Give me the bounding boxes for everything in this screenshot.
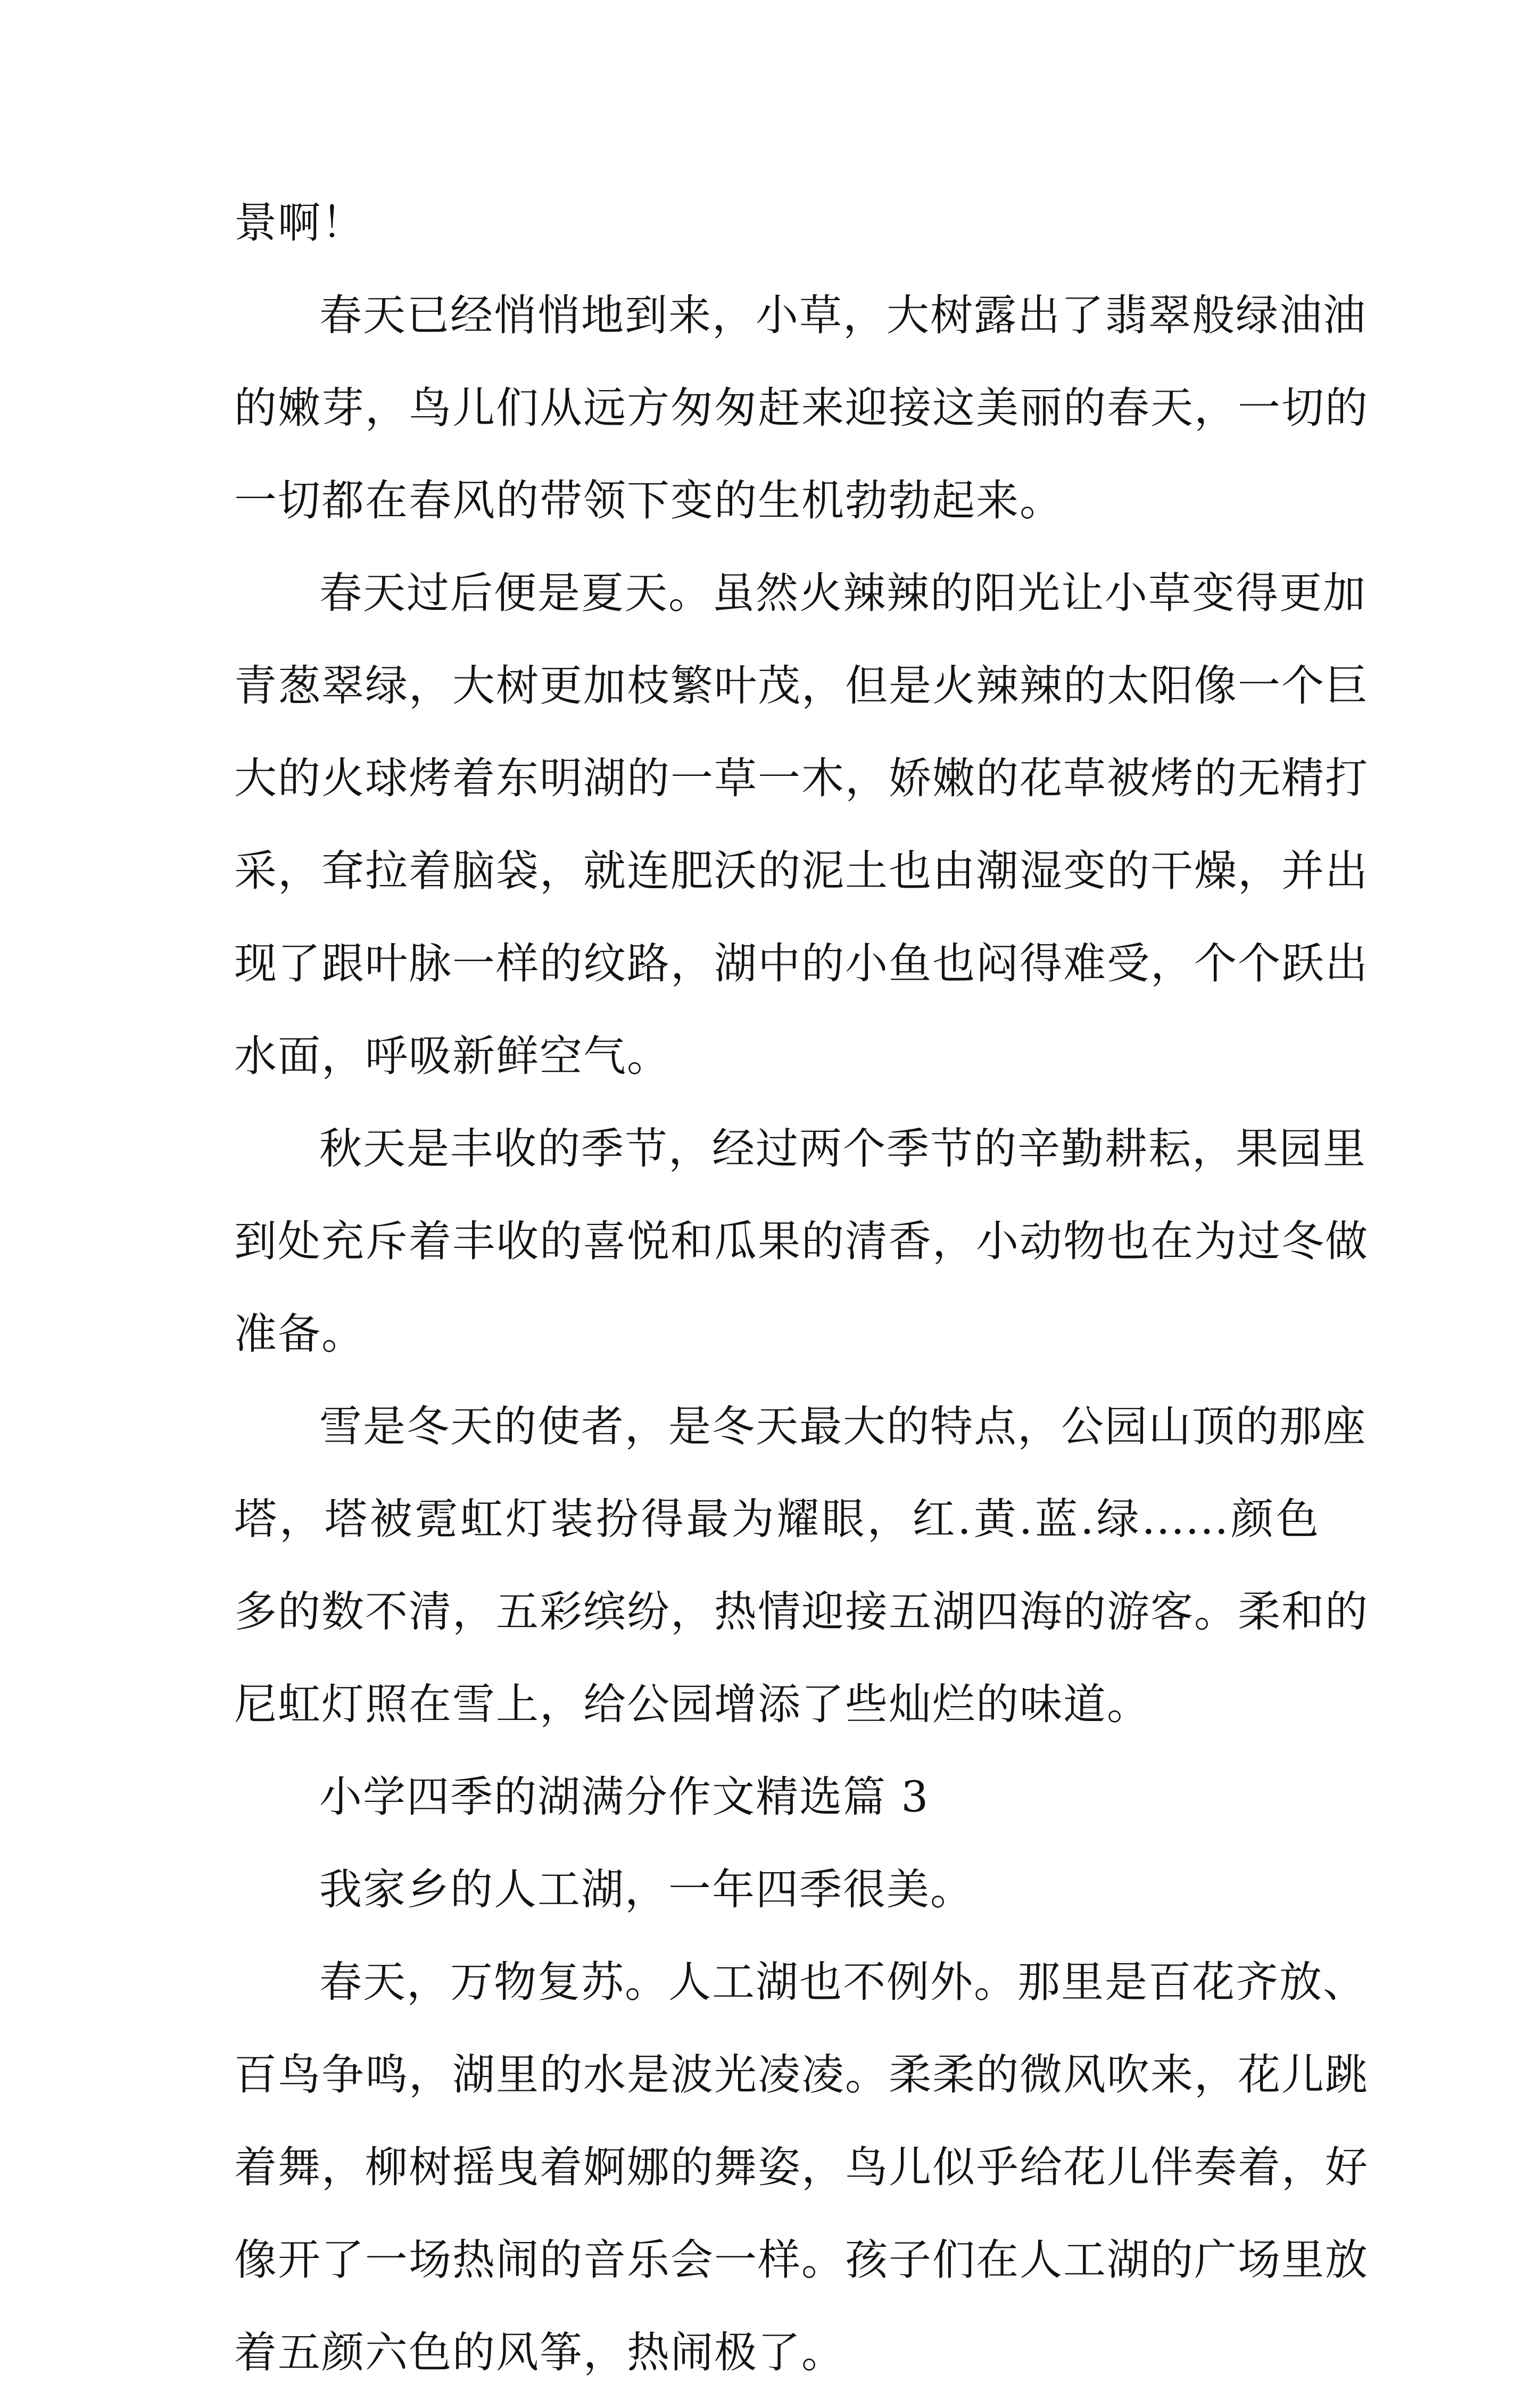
text-line: 水面，呼吸新鲜空气。 (234, 1031, 670, 1081)
paragraph-first-line: 春天过后便是夏天。虽然火辣辣的阳光让小草变得更加 (319, 568, 1367, 618)
text-line: 尼虹灯照在雪上，给公园增添了些灿烂的味道。 (234, 1680, 1150, 1729)
text-line: 准备。 (234, 1309, 365, 1359)
text-line: 像开了一场热闹的音乐会一样。孩子们在人工湖的广场里放 (234, 2235, 1369, 2285)
text-line: 大的火球烤着东明湖的一草一木，娇嫩的花草被烤的无精打 (234, 754, 1369, 803)
text-line: 百鸟争鸣，湖里的水是波光凌凌。柔柔的微风吹来，花儿跳 (234, 2050, 1369, 2099)
text-line: 塔，塔被霓虹灯装扮得最为耀眼，红.黄.蓝.绿......颜色 (234, 1494, 1320, 1544)
text-line: 的嫩芽，鸟儿们从远方匆匆赶来迎接这美丽的春天，一切的 (234, 383, 1369, 433)
text-line: 采，耷拉着脑袋，就连肥沃的泥土也由潮湿变的干燥，并出 (234, 846, 1369, 896)
text-line: 现了跟叶脉一样的纹路，湖中的小鱼也闷得难受，个个跃出 (234, 939, 1369, 988)
paragraph-first-line: 春天，万物复苏。人工湖也不例外。那里是百花齐放、 (319, 1957, 1367, 2007)
paragraph-first-line: 春天已经悄悄地到来，小草，大树露出了翡翠般绿油油 (319, 291, 1367, 340)
text-line: 景啊！ (234, 198, 365, 247)
paragraph-first-line: 雪是冬天的使者，是冬天最大的特点，公园山顶的那座 (319, 1402, 1367, 1451)
paragraph-first-line: 秋天是丰收的季节，经过两个季节的辛勤耕耘，果园里 (319, 1124, 1367, 1173)
text-line: 多的数不清，五彩缤纷，热情迎接五湖四海的游客。柔和的 (234, 1587, 1369, 1636)
text-line: 着舞，柳树摇曳着婀娜的舞姿，鸟儿似乎给花儿伴奏着，好 (234, 2142, 1369, 2192)
paragraph-first-line: 我家乡的人工湖，一年四季很美。 (319, 1865, 974, 1914)
text-line: 着五颜六色的风筝，热闹极了。 (234, 2328, 845, 2377)
text-line: 到处充斥着丰收的喜悦和瓜果的清香，小动物也在为过冬做 (234, 1217, 1369, 1266)
text-line: 青葱翠绿，大树更加枝繁叶茂，但是火辣辣的太阳像一个巨 (234, 661, 1369, 710)
section-heading: 小学四季的湖满分作文精选篇 3 (319, 1772, 930, 1822)
document-body (234, 177, 1369, 2399)
text-line: 一切都在春风的带领下变的生机勃勃起来。 (234, 476, 1063, 525)
